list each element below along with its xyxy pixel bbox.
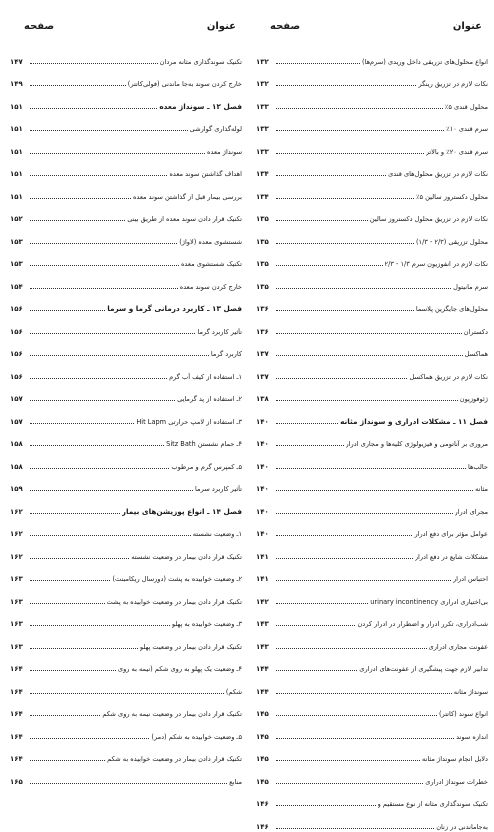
entry-page-number: ۱۵۲ bbox=[10, 215, 23, 223]
entry-title: ۴ـ وضعیت یک پهلو به روی شکم (نیمه به روی bbox=[117, 665, 242, 673]
toc-row bbox=[256, 269, 488, 292]
dot-leader bbox=[30, 288, 178, 289]
dot-leader bbox=[30, 580, 110, 581]
entry-title: ۱ـ وضعیت نشسته bbox=[192, 530, 242, 538]
toc-row bbox=[256, 697, 488, 720]
entry-title: محلول تزریقی (۲/۳ - ۱/۳) bbox=[415, 237, 488, 246]
entry-page-number: ۱۶۲ bbox=[10, 507, 23, 516]
toc-row bbox=[10, 359, 242, 382]
entry-page-number: ۱۴۴ bbox=[256, 665, 269, 673]
entry-title: بی‌اختیاری ادراری urinary incontinency bbox=[370, 597, 488, 606]
entry-title: مشکلات شایع در دفع ادرار bbox=[414, 552, 488, 561]
dot-leader bbox=[276, 175, 386, 176]
header-title: عنوان bbox=[452, 21, 482, 32]
dot-leader bbox=[30, 85, 126, 86]
entry-title: احتباس ادرار bbox=[452, 575, 488, 583]
toc-row bbox=[10, 337, 242, 360]
entry-page-number: ۱۴۵ bbox=[256, 755, 269, 763]
toc-row bbox=[256, 179, 488, 202]
toc-row bbox=[10, 382, 242, 405]
toc-row bbox=[10, 719, 242, 742]
entry-title: شکم) bbox=[225, 687, 242, 696]
dot-leader bbox=[276, 603, 368, 604]
toc-row bbox=[10, 157, 242, 180]
entry-page-number: ۱۵۱ bbox=[10, 192, 23, 201]
toc-row bbox=[256, 787, 488, 810]
entry-page-number: ۱۶۲ bbox=[10, 530, 23, 538]
dot-leader bbox=[30, 423, 134, 424]
dot-leader bbox=[276, 558, 413, 559]
header-title: عنوان bbox=[206, 21, 236, 32]
entry-title: ژئوفوزیون bbox=[459, 395, 488, 403]
dot-leader bbox=[276, 445, 344, 446]
entry-title: مروری بر آناتومی و فیزیولوژی کلیه‌ها و مجاری ادرار bbox=[345, 440, 488, 448]
entry-title: عفونت مجاری ادراری bbox=[428, 642, 488, 651]
entry-title: تأثیر کاربرد گرما bbox=[197, 327, 242, 336]
toc-row bbox=[256, 674, 488, 697]
entry-title: دکستران bbox=[463, 327, 488, 336]
entry-title: به‌جاماندنی در زنان bbox=[436, 822, 488, 831]
toc-row bbox=[256, 742, 488, 765]
entry-title: نکات لازم در تزریق محلول دکستروز سالین bbox=[369, 215, 488, 223]
toc-entries bbox=[10, 44, 242, 787]
entry-title: سرم قندی ۱۰٪ bbox=[446, 125, 488, 133]
toc-row bbox=[10, 179, 242, 202]
entry-page-number: ۱۵۳ bbox=[10, 237, 23, 246]
toc-row bbox=[256, 134, 488, 157]
dot-leader bbox=[30, 378, 167, 379]
toc-row bbox=[256, 652, 488, 675]
entry-title: هماکسل bbox=[464, 350, 488, 358]
entry-page-number: ۱۴۰ bbox=[256, 417, 269, 426]
entry-title: خطرات سونداژ ادراری bbox=[425, 777, 488, 786]
dot-leader bbox=[276, 670, 357, 671]
toc-row bbox=[256, 202, 488, 225]
dot-leader bbox=[30, 715, 100, 716]
entry-page-number: ۱۴۳ bbox=[256, 642, 269, 651]
entry-title: دلایل انجام سونداژ مثانه bbox=[422, 755, 488, 763]
dot-leader bbox=[30, 108, 157, 109]
toc-row bbox=[256, 562, 488, 585]
entry-title: سرم مانیتول bbox=[453, 282, 488, 291]
entry-page-number: ۱۵۶ bbox=[10, 372, 23, 381]
toc-chapter-row bbox=[10, 494, 242, 517]
entry-page-number: ۱۳۵ bbox=[256, 237, 269, 246]
toc-row bbox=[256, 89, 488, 112]
toc-row bbox=[256, 719, 488, 742]
entry-page-number: ۱۴۳ bbox=[256, 620, 269, 628]
dot-leader bbox=[30, 603, 105, 604]
dot-leader bbox=[30, 243, 177, 244]
entry-title: خارج کردن سوند معده bbox=[179, 282, 242, 291]
header-page: صفحه bbox=[270, 21, 301, 32]
dot-leader bbox=[276, 355, 463, 356]
toc-row bbox=[10, 224, 242, 247]
entry-title: نکات لازم در انفوزیون سرم ۱/۳ - ۲/۳ bbox=[384, 260, 488, 268]
toc-row bbox=[10, 517, 242, 540]
dot-leader bbox=[276, 468, 466, 469]
entry-page-number: ۱۵۶ bbox=[10, 350, 23, 358]
entry-page-number: ۱۳۷ bbox=[256, 372, 269, 381]
entry-title: نکات لازم در تزریق هماکسل bbox=[409, 372, 488, 381]
dot-leader bbox=[276, 580, 451, 581]
toc-row bbox=[10, 472, 242, 495]
entry-page-number: ۱۴۰ bbox=[256, 530, 269, 538]
toc-row bbox=[10, 742, 242, 765]
dot-leader bbox=[30, 513, 120, 514]
dot-leader bbox=[30, 558, 129, 559]
dot-leader bbox=[276, 288, 451, 289]
toc-row bbox=[10, 112, 242, 135]
toc-row bbox=[10, 314, 242, 337]
entry-title: خارج کردن سوند به‌جا ماندنی (فولی‌کاتتر) bbox=[127, 80, 242, 88]
entry-page-number: ۱۳۳ bbox=[256, 125, 269, 133]
dot-leader bbox=[30, 310, 105, 311]
toc-row bbox=[256, 449, 488, 472]
entry-title: تکنیک قرار دادن بیمار در وضعیت خوابیده به پشت bbox=[106, 597, 242, 606]
entry-page-number: ۱۶۴ bbox=[10, 710, 23, 718]
entry-page-number: ۱۳۵ bbox=[256, 282, 269, 291]
dot-leader bbox=[276, 783, 423, 784]
entry-title: سونداژ معده bbox=[207, 147, 242, 156]
toc-row bbox=[256, 382, 488, 405]
toc-row bbox=[10, 202, 242, 225]
toc-row bbox=[10, 562, 242, 585]
dot-leader bbox=[30, 333, 195, 334]
entry-title: فصل ۱۱ ـ مشکلات ادراری و سونداژ مثانه bbox=[340, 416, 488, 426]
entry-page-number: ۱۴۵ bbox=[256, 710, 269, 718]
entry-page-number: ۱۴۰ bbox=[256, 485, 269, 493]
entry-page-number: ۱۳۶ bbox=[256, 305, 269, 313]
toc-entries bbox=[256, 44, 488, 832]
dot-leader bbox=[30, 175, 167, 176]
entry-page-number: ۱۳۳ bbox=[256, 102, 269, 111]
entry-page-number: ۱۳۳ bbox=[256, 147, 269, 156]
entry-page-number: ۱۴۹ bbox=[10, 80, 23, 88]
toc-row bbox=[10, 607, 242, 630]
entry-title: تکنیک قرار دادن بیمار در وضعیت نشسته bbox=[131, 552, 242, 561]
dot-leader bbox=[30, 490, 193, 491]
entry-title: محلول قندی ۵٪ bbox=[444, 102, 488, 111]
entry-page-number: ۱۳۵ bbox=[256, 260, 269, 268]
dot-leader bbox=[30, 535, 191, 536]
dot-leader bbox=[276, 310, 414, 311]
dot-leader bbox=[276, 333, 462, 334]
dot-leader bbox=[276, 513, 453, 514]
entry-title: تدابیر لازم جهت پیشگیری از عفونت‌های ادراری bbox=[359, 665, 488, 673]
dot-leader bbox=[30, 400, 175, 401]
entry-title: اهداف گذاشتن سوند معده bbox=[169, 170, 242, 178]
dot-leader bbox=[276, 648, 427, 649]
toc-row bbox=[256, 584, 488, 607]
entry-title: فصل ۱۲ ـ سونداژ معده bbox=[159, 101, 242, 111]
entry-page-number: ۱۴۵ bbox=[256, 732, 269, 741]
entry-title: حالب‌ها bbox=[467, 462, 488, 471]
toc-row bbox=[256, 44, 488, 67]
entry-page-number: ۱۶۳ bbox=[10, 620, 23, 628]
dot-leader bbox=[30, 153, 205, 154]
entry-title: ۲ـ وضعیت خوابیده به پشت (دورسال ریکامبنت) bbox=[112, 575, 242, 583]
entry-page-number: ۱۴۱ bbox=[256, 552, 269, 561]
entry-title: نکات لازم در تزریق رینگر bbox=[418, 80, 488, 88]
toc-chapter-row bbox=[256, 404, 488, 427]
header-page: صفحه bbox=[24, 21, 55, 32]
entry-title: فصل ۱۴ ـ انواع پوزیشن‌های بیمار bbox=[121, 506, 242, 516]
entry-title: تکنیک قرار دادن سوند معده از طریق بینی bbox=[127, 215, 242, 223]
dot-leader bbox=[276, 490, 473, 491]
dot-leader bbox=[30, 738, 149, 739]
toc-row bbox=[256, 67, 488, 90]
entry-title: شب‌ادراری، تکرر ادرار و اضطرار در ادرار کردن bbox=[357, 620, 488, 628]
entry-title: سرم قندی ۲۰٪ و بالاتر bbox=[425, 147, 488, 156]
entry-title: ۵ـ کمپرس گرم و مرطوب bbox=[171, 462, 242, 471]
dot-leader bbox=[276, 378, 407, 379]
entry-title: لوله‌گذاری گوارشی bbox=[189, 125, 242, 133]
dot-leader bbox=[276, 760, 420, 761]
entry-page-number: ۱۳۴ bbox=[256, 192, 269, 201]
dot-leader bbox=[276, 198, 414, 199]
entry-page-number: ۱۴۰ bbox=[256, 440, 269, 448]
entry-title: فصل ۱۳ ـ کاربرد درمانی گرما و سرما bbox=[107, 304, 242, 313]
entry-page-number: ۱۵۳ bbox=[10, 260, 23, 268]
entry-page-number: ۱۵۸ bbox=[10, 440, 23, 448]
toc-row bbox=[256, 472, 488, 495]
toc-row bbox=[256, 517, 488, 540]
dot-leader bbox=[30, 198, 131, 199]
dot-leader bbox=[276, 153, 424, 154]
dot-leader bbox=[276, 220, 368, 221]
toc-row bbox=[10, 134, 242, 157]
dot-leader bbox=[30, 760, 105, 761]
toc-row bbox=[256, 764, 488, 787]
entry-page-number: ۱۵۷ bbox=[10, 395, 23, 403]
toc-row bbox=[256, 314, 488, 337]
entry-page-number: ۱۵۶ bbox=[10, 327, 23, 336]
dot-leader bbox=[276, 130, 444, 131]
entry-title: سونداژ مثانه bbox=[453, 687, 488, 696]
toc-row bbox=[256, 292, 488, 315]
dot-leader bbox=[30, 783, 227, 784]
toc-row bbox=[10, 629, 242, 652]
dot-leader bbox=[276, 693, 452, 694]
dot-leader bbox=[30, 220, 125, 221]
entry-page-number: ۱۵۱ bbox=[10, 147, 23, 156]
entry-page-number: ۱۳۵ bbox=[256, 215, 269, 223]
toc-row bbox=[256, 224, 488, 247]
dot-leader bbox=[30, 355, 209, 356]
entry-title: تکنیک سوندگذاری مثانه از نوع مستقیم و bbox=[377, 800, 488, 808]
toc-row bbox=[256, 607, 488, 630]
entry-title: عوامل مؤثر برای دفع ادرار bbox=[414, 530, 488, 538]
entry-title: محلول دکستروز سالین ۵٪ bbox=[415, 192, 488, 201]
entry-page-number: ۱۴۰ bbox=[256, 462, 269, 471]
dot-leader bbox=[276, 400, 458, 401]
entry-title: ۳ـ وضعیت خوابیده به پهلو bbox=[171, 620, 242, 628]
dot-leader bbox=[30, 63, 158, 64]
toc-row bbox=[256, 247, 488, 270]
entry-title: انواع سوند (کاتتر) bbox=[438, 710, 488, 718]
toc-column-right bbox=[256, 0, 488, 832]
toc-chapter-row bbox=[10, 89, 242, 112]
toc-row bbox=[256, 494, 488, 517]
entry-page-number: ۱۵۴ bbox=[10, 282, 23, 291]
entry-page-number: ۱۴۴ bbox=[256, 687, 269, 696]
entry-title: ۴ـ حمام نشستن Sitz Bath bbox=[166, 440, 242, 448]
toc-row bbox=[256, 539, 488, 562]
entry-title: شستشوی معده (لاواژ) bbox=[179, 237, 242, 246]
toc-row bbox=[10, 247, 242, 270]
dot-leader bbox=[276, 243, 414, 244]
entry-page-number: ۱۵۱ bbox=[10, 170, 23, 178]
entry-title: مجرای ادرار bbox=[454, 507, 488, 516]
entry-page-number: ۱۴۲ bbox=[256, 597, 269, 606]
dot-leader bbox=[30, 625, 170, 626]
entry-page-number: ۱۴۵ bbox=[256, 777, 269, 786]
entry-page-number: ۱۳۶ bbox=[256, 327, 269, 336]
entry-page-number: ۱۳۸ bbox=[256, 395, 269, 403]
entry-page-number: ۱۴۶ bbox=[256, 800, 269, 808]
entry-page-number: ۱۶۴ bbox=[10, 732, 23, 741]
entry-page-number: ۱۵۱ bbox=[10, 125, 23, 133]
entry-page-number: ۱۶۴ bbox=[10, 755, 23, 763]
entry-page-number: ۱۳۴ bbox=[256, 170, 269, 178]
toc-row bbox=[10, 674, 242, 697]
entry-page-number: ۱۴۶ bbox=[256, 822, 269, 831]
toc-row bbox=[10, 764, 242, 787]
entry-title: مثانه bbox=[475, 485, 488, 493]
toc-row bbox=[10, 269, 242, 292]
entry-page-number: ۱۶۳ bbox=[10, 642, 23, 651]
toc-chapter-row bbox=[10, 292, 242, 315]
entry-title: تکنیک قرار دادن بیمار در وضعیت پهلو bbox=[139, 642, 242, 651]
entry-title: بررسی بیمار قبل از گذاشتن سوند معده bbox=[132, 192, 242, 201]
toc-row bbox=[10, 44, 242, 67]
entry-title: کاربرد گرما bbox=[210, 350, 242, 358]
entry-title: منابع bbox=[229, 777, 242, 786]
toc-row bbox=[256, 629, 488, 652]
dot-leader bbox=[276, 85, 416, 86]
toc-row bbox=[256, 112, 488, 135]
toc-row bbox=[256, 809, 488, 832]
toc-row bbox=[10, 404, 242, 427]
entry-title: ۲ـ استفاده از پد گرمایی bbox=[177, 395, 242, 403]
entry-title: تأثیر کاربرد سرما bbox=[195, 485, 242, 493]
entry-title: ۱ـ استفاده از کیف آب گرم bbox=[169, 372, 242, 381]
entry-page-number: ۱۶۳ bbox=[10, 575, 23, 583]
entry-page-number: ۱۵۹ bbox=[10, 485, 23, 493]
entry-title: تکنیک شستشوی معده bbox=[180, 260, 242, 268]
entry-page-number: ۱۵۶ bbox=[10, 305, 23, 313]
column-header bbox=[256, 0, 488, 32]
toc-row bbox=[10, 539, 242, 562]
toc-row bbox=[256, 427, 488, 450]
dot-leader bbox=[276, 715, 437, 716]
toc-row bbox=[10, 67, 242, 90]
entry-page-number: ۱۴۷ bbox=[10, 57, 23, 66]
entry-page-number: ۱۶۳ bbox=[10, 597, 23, 606]
toc-row bbox=[10, 584, 242, 607]
dot-leader bbox=[276, 625, 355, 626]
entry-page-number: ۱۶۵ bbox=[10, 777, 23, 786]
dot-leader bbox=[276, 265, 383, 266]
entry-page-number: ۱۵۷ bbox=[10, 417, 23, 426]
column-header bbox=[10, 0, 242, 32]
entry-page-number: ۱۴۱ bbox=[256, 575, 269, 583]
toc-row bbox=[256, 157, 488, 180]
dot-leader bbox=[276, 63, 360, 64]
toc-row bbox=[10, 652, 242, 675]
dot-leader bbox=[276, 805, 376, 806]
dot-leader bbox=[30, 468, 169, 469]
entry-title: محلول‌های جایگزین پلاسما bbox=[415, 305, 488, 313]
entry-page-number: ۱۳۲ bbox=[256, 57, 269, 66]
entry-title: انواع محلول‌های تزریقی داخل وریدی (سرم‌ها) bbox=[362, 57, 488, 66]
entry-title: اندازه سوند bbox=[456, 732, 488, 741]
entry-title: تکنیک قرار دادن بیمار در وضعیت نیمه به روی شکم bbox=[102, 710, 242, 718]
dot-leader bbox=[30, 670, 116, 671]
dot-leader bbox=[276, 108, 443, 109]
toc-row bbox=[256, 337, 488, 360]
toc-row bbox=[256, 359, 488, 382]
toc-row bbox=[10, 697, 242, 720]
dot-leader bbox=[30, 265, 179, 266]
dot-leader bbox=[276, 423, 338, 424]
entry-title: نکات لازم در تزریق محلول‌های قندی bbox=[388, 170, 488, 178]
dot-leader bbox=[30, 130, 188, 131]
entry-page-number: ۱۶۴ bbox=[10, 665, 23, 673]
dot-leader bbox=[276, 535, 412, 536]
dot-leader bbox=[30, 445, 164, 446]
entry-page-number: ۱۴۰ bbox=[256, 507, 269, 516]
entry-title: ۳ـ استفاده از لامپ حرارتی Hit Lapm bbox=[136, 417, 242, 426]
entry-title: تکنیک قرار دادن بیمار در وضعیت خوابیده به شکم bbox=[107, 755, 242, 763]
dot-leader bbox=[276, 828, 434, 829]
entry-page-number: ۱۳۷ bbox=[256, 350, 269, 358]
dot-leader bbox=[30, 648, 138, 649]
toc-column-left bbox=[10, 0, 242, 787]
dot-leader bbox=[30, 693, 224, 694]
entry-page-number: ۱۶۲ bbox=[10, 552, 23, 561]
entry-title: ۵ـ وضعیت خوابیده به شکم (دمر) bbox=[151, 732, 242, 741]
entry-title: تکنیک سوندگذاری مثانه مردان bbox=[159, 57, 242, 66]
entry-page-number: ۱۳۲ bbox=[256, 80, 269, 88]
entry-page-number: ۱۵۱ bbox=[10, 102, 23, 111]
dot-leader bbox=[276, 738, 454, 739]
toc-row bbox=[10, 449, 242, 472]
entry-page-number: ۱۵۸ bbox=[10, 462, 23, 471]
toc-row bbox=[10, 427, 242, 450]
entry-page-number: ۱۶۴ bbox=[10, 687, 23, 696]
